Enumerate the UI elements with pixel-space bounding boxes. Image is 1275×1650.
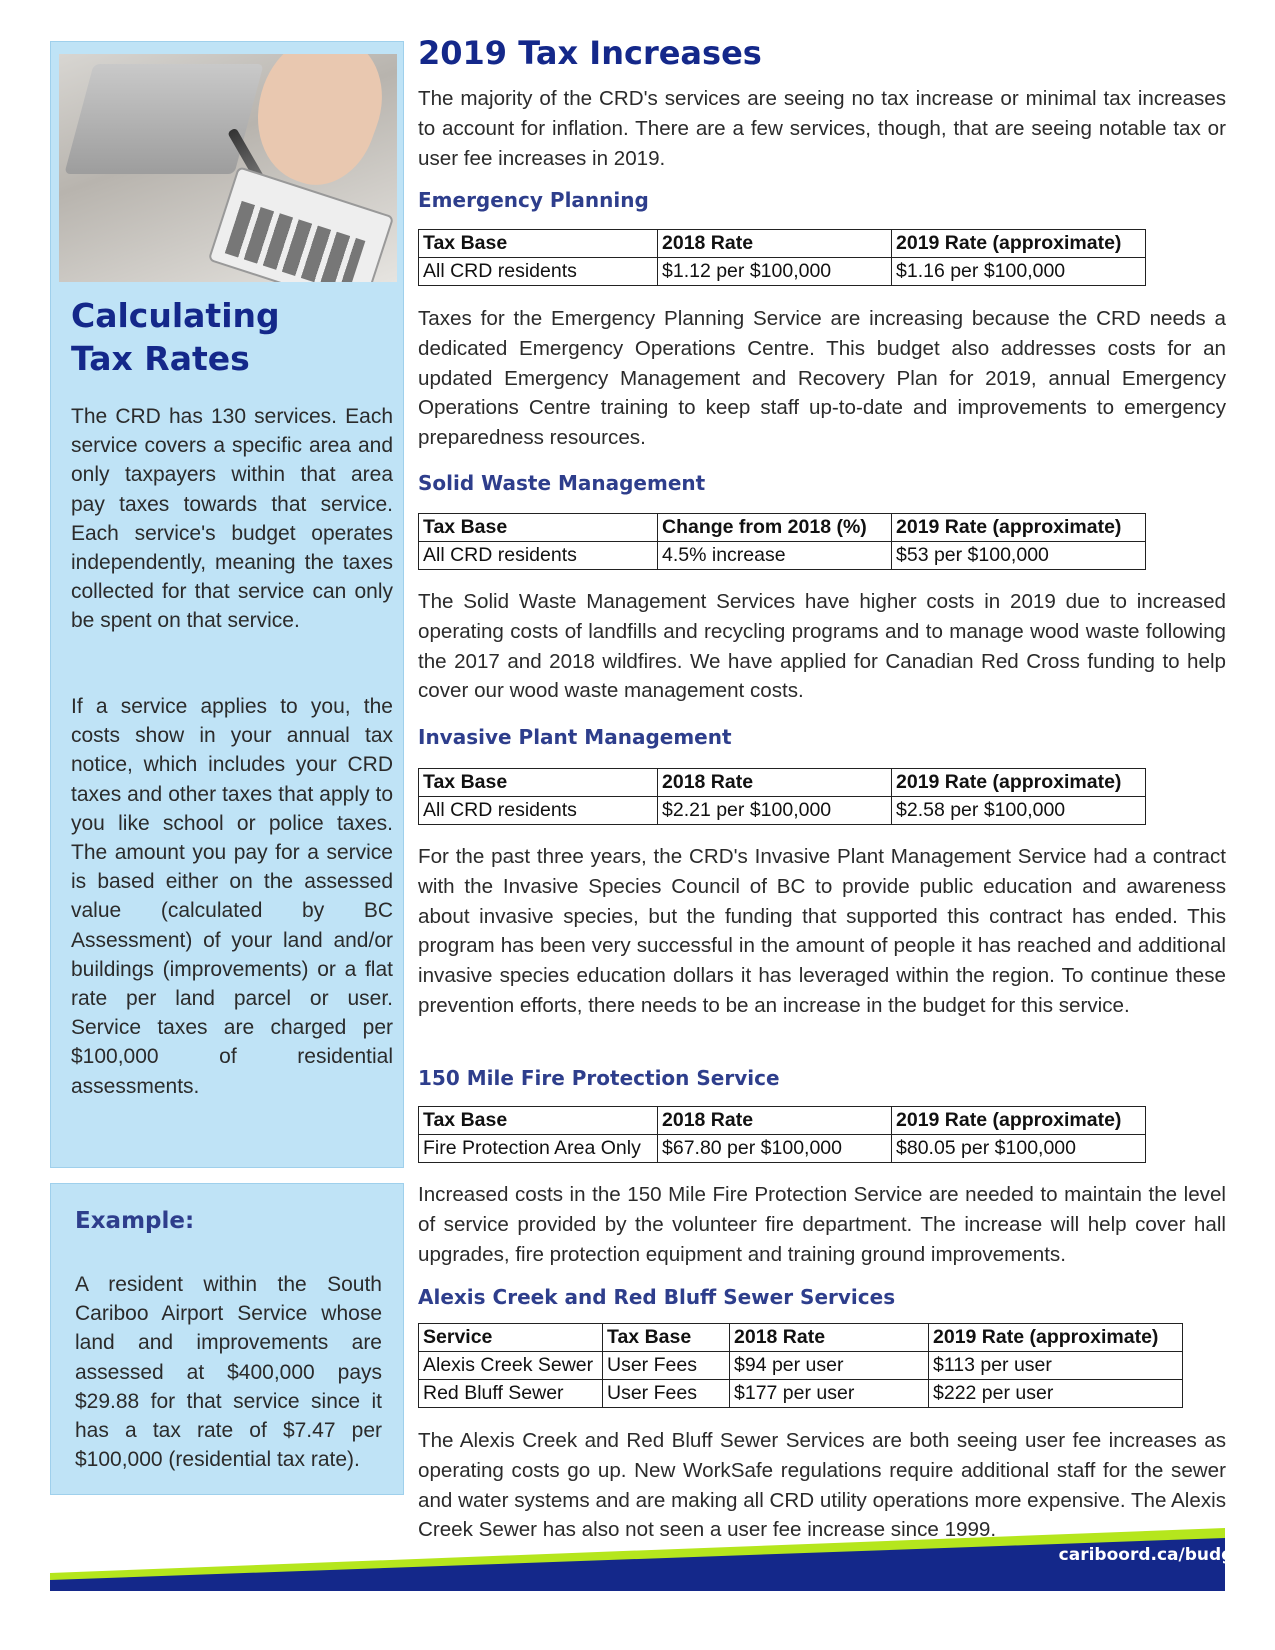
table-header-cell: 2019 Rate (approximate) xyxy=(929,1324,1183,1352)
table-header-row xyxy=(419,769,1146,797)
invasive-plant-text: For the past three years, the CRD's Invasive Plant Management Service had a contract with the Invasive Species Council of BC to provide public education and awareness about invasive species, but the funding that supported this contract has ended. This program has been very successful in the amount of people it has reached and additional invasive species education dollars it has leveraged within the region. To continue these prevention efforts, there needs to be an increase in the budget for this service. xyxy=(418,845,1226,1017)
footer-navy-stripe xyxy=(50,1538,1225,1591)
invasive-plant-table xyxy=(418,768,1146,825)
table-cell: $80.05 per $100,000 xyxy=(892,1135,1146,1163)
table-row xyxy=(419,258,1146,286)
calculator-shape xyxy=(208,166,395,282)
sidebar-title-line1: Calculating xyxy=(71,296,280,335)
table-cell: 4.5% increase xyxy=(658,542,892,570)
table-row xyxy=(419,542,1146,570)
table-cell: $177 per user xyxy=(730,1380,929,1408)
table-header-row xyxy=(419,1324,1183,1352)
sidebar-paragraph-1: The CRD has 130 services. Each service covers a specific area and only taxpayers within that area pay taxes towards that service. Each service's budget operates independently, meaning the taxes collected for that service can only be spent on that service. xyxy=(71,405,393,633)
section-heading-solid-waste: Solid Waste Management xyxy=(418,471,706,495)
fire-protection-table xyxy=(418,1106,1146,1163)
emergency-planning-text: Taxes for the Emergency Planning Service are increasing because the CRD needs a dedicated Emergency Operations Centre. This budget also addresses costs for an updated Emergency Management and Recovery Plan for 2019, annual Emergency Operations Centre training to keep staff up-to-date and improvements to emergency preparedness resources. xyxy=(418,307,1226,450)
table-cell: $2.21 per $100,000 xyxy=(658,797,892,825)
table-row xyxy=(419,1352,1183,1380)
table-cell: All CRD residents xyxy=(419,797,658,825)
table-header-cell: 2018 Rate xyxy=(730,1324,929,1352)
table-cell: All CRD residents xyxy=(419,258,658,286)
table-cell: User Fees xyxy=(603,1380,730,1408)
sidebar-paragraph-2: If a service applies to you, the costs show in your annual tax notice, which includes your CRD taxes and other taxes that apply to you like school or police taxes. The amount you pay for a service is based either on the assessed value (calculated by BC Assessment) of your land and/or buildings (improvements) or a flat rate per land parcel or user. Service taxes are charged per $100,000 of residential assessments. xyxy=(71,695,393,1098)
table-header-cell: 2018 Rate xyxy=(658,769,892,797)
sewer-services-table xyxy=(418,1323,1183,1408)
table-cell: $53 per $100,000 xyxy=(892,542,1146,570)
table-cell: Fire Protection Area Only xyxy=(419,1135,658,1163)
intro-paragraph: The majority of the CRD's services are seeing no tax increase or minimal tax increases to account for inflation. There are a few services, though, that are seeing notable tax or user fee increases in 2019. xyxy=(418,87,1226,170)
fire-protection-text: Increased costs in the 150 Mile Fire Protection Service are needed to maintain the level of service provided by the volunteer fire department. The increase will help cover hall upgrades, fire protection equipment and training ground improvements. xyxy=(418,1183,1226,1266)
table-header-cell: 2018 Rate xyxy=(658,230,892,258)
laptop-shape xyxy=(64,64,263,174)
sidebar-panel xyxy=(50,41,404,1168)
calculator-photo xyxy=(59,54,397,282)
table-row xyxy=(419,1380,1183,1408)
table-cell: $1.16 per $100,000 xyxy=(892,258,1146,286)
table-cell: $222 per user xyxy=(929,1380,1183,1408)
page-title: 2019 Tax Increases xyxy=(418,34,762,72)
table-row xyxy=(419,1135,1146,1163)
table-header-row xyxy=(419,230,1146,258)
table-cell: $67.80 per $100,000 xyxy=(658,1135,892,1163)
table-header-cell: 2018 Rate xyxy=(658,1107,892,1135)
table-cell: $113 per user xyxy=(929,1352,1183,1380)
solid-waste-table xyxy=(418,513,1146,570)
table-header-cell: 2019 Rate (approximate) xyxy=(892,1107,1146,1135)
footer-stripes xyxy=(50,1528,1225,1591)
section-heading-fire-protection: 150 Mile Fire Protection Service xyxy=(418,1066,780,1090)
table-row xyxy=(419,797,1146,825)
table-cell: $1.12 per $100,000 xyxy=(658,258,892,286)
table-header-cell: Tax Base xyxy=(419,230,658,258)
footer-website-link[interactable]: cariboord.ca/budget xyxy=(1058,1545,1253,1565)
solid-waste-text: The Solid Waste Management Services have higher costs in 2019 due to increased operating costs of landfills and recycling programs and to manage wood waste following the 2017 and 2018 wildfires. We have applied for Canadian Red Cross funding to help cover our wood waste management costs. xyxy=(418,590,1226,703)
table-header-cell: 2019 Rate (approximate) xyxy=(892,769,1146,797)
table-header-cell: 2019 Rate (approximate) xyxy=(892,514,1146,542)
table-header-cell: Tax Base xyxy=(603,1324,730,1352)
table-cell: User Fees xyxy=(603,1352,730,1380)
table-header-cell: Tax Base xyxy=(419,514,658,542)
table-cell: Alexis Creek Sewer xyxy=(419,1352,603,1380)
sidebar-title xyxy=(71,294,391,380)
section-heading-sewer-services: Alexis Creek and Red Bluff Sewer Services xyxy=(418,1285,896,1309)
footer-band xyxy=(50,1528,1225,1591)
example-title: Example: xyxy=(75,1208,195,1234)
table-cell: Red Bluff Sewer xyxy=(419,1380,603,1408)
section-heading-emergency-planning: Emergency Planning xyxy=(418,188,649,212)
sewer-services-text: The Alexis Creek and Red Bluff Sewer Services are both seeing user fee increases as operating costs go up. New WorkSafe regulations require additional staff for the sewer and water systems and are making all CRD utility operations more expensive. The Alexis Creek Sewer has also not seen a user fee increase since 1999. xyxy=(418,1429,1226,1542)
section-heading-invasive-plant: Invasive Plant Management xyxy=(418,725,732,749)
example-panel xyxy=(50,1183,404,1495)
table-cell: $2.58 per $100,000 xyxy=(892,797,1146,825)
emergency-planning-table xyxy=(418,229,1146,286)
table-header-cell: 2019 Rate (approximate) xyxy=(892,230,1146,258)
table-header-row xyxy=(419,1107,1146,1135)
example-text: A resident within the South Cariboo Airport Service whose land and improvements are assessed at $400,000 pays $29.88 for that service since it has a tax rate of $7.47 per $100,000 (residential tax rate). xyxy=(75,1273,382,1472)
table-header-cell: Tax Base xyxy=(419,1107,658,1135)
table-header-cell: Tax Base xyxy=(419,769,658,797)
table-header-cell: Service xyxy=(419,1324,603,1352)
table-cell: All CRD residents xyxy=(419,542,658,570)
table-header-cell: Change from 2018 (%) xyxy=(658,514,892,542)
table-cell: $94 per user xyxy=(730,1352,929,1380)
sidebar-title-line2: Tax Rates xyxy=(71,339,250,378)
table-header-row xyxy=(419,514,1146,542)
